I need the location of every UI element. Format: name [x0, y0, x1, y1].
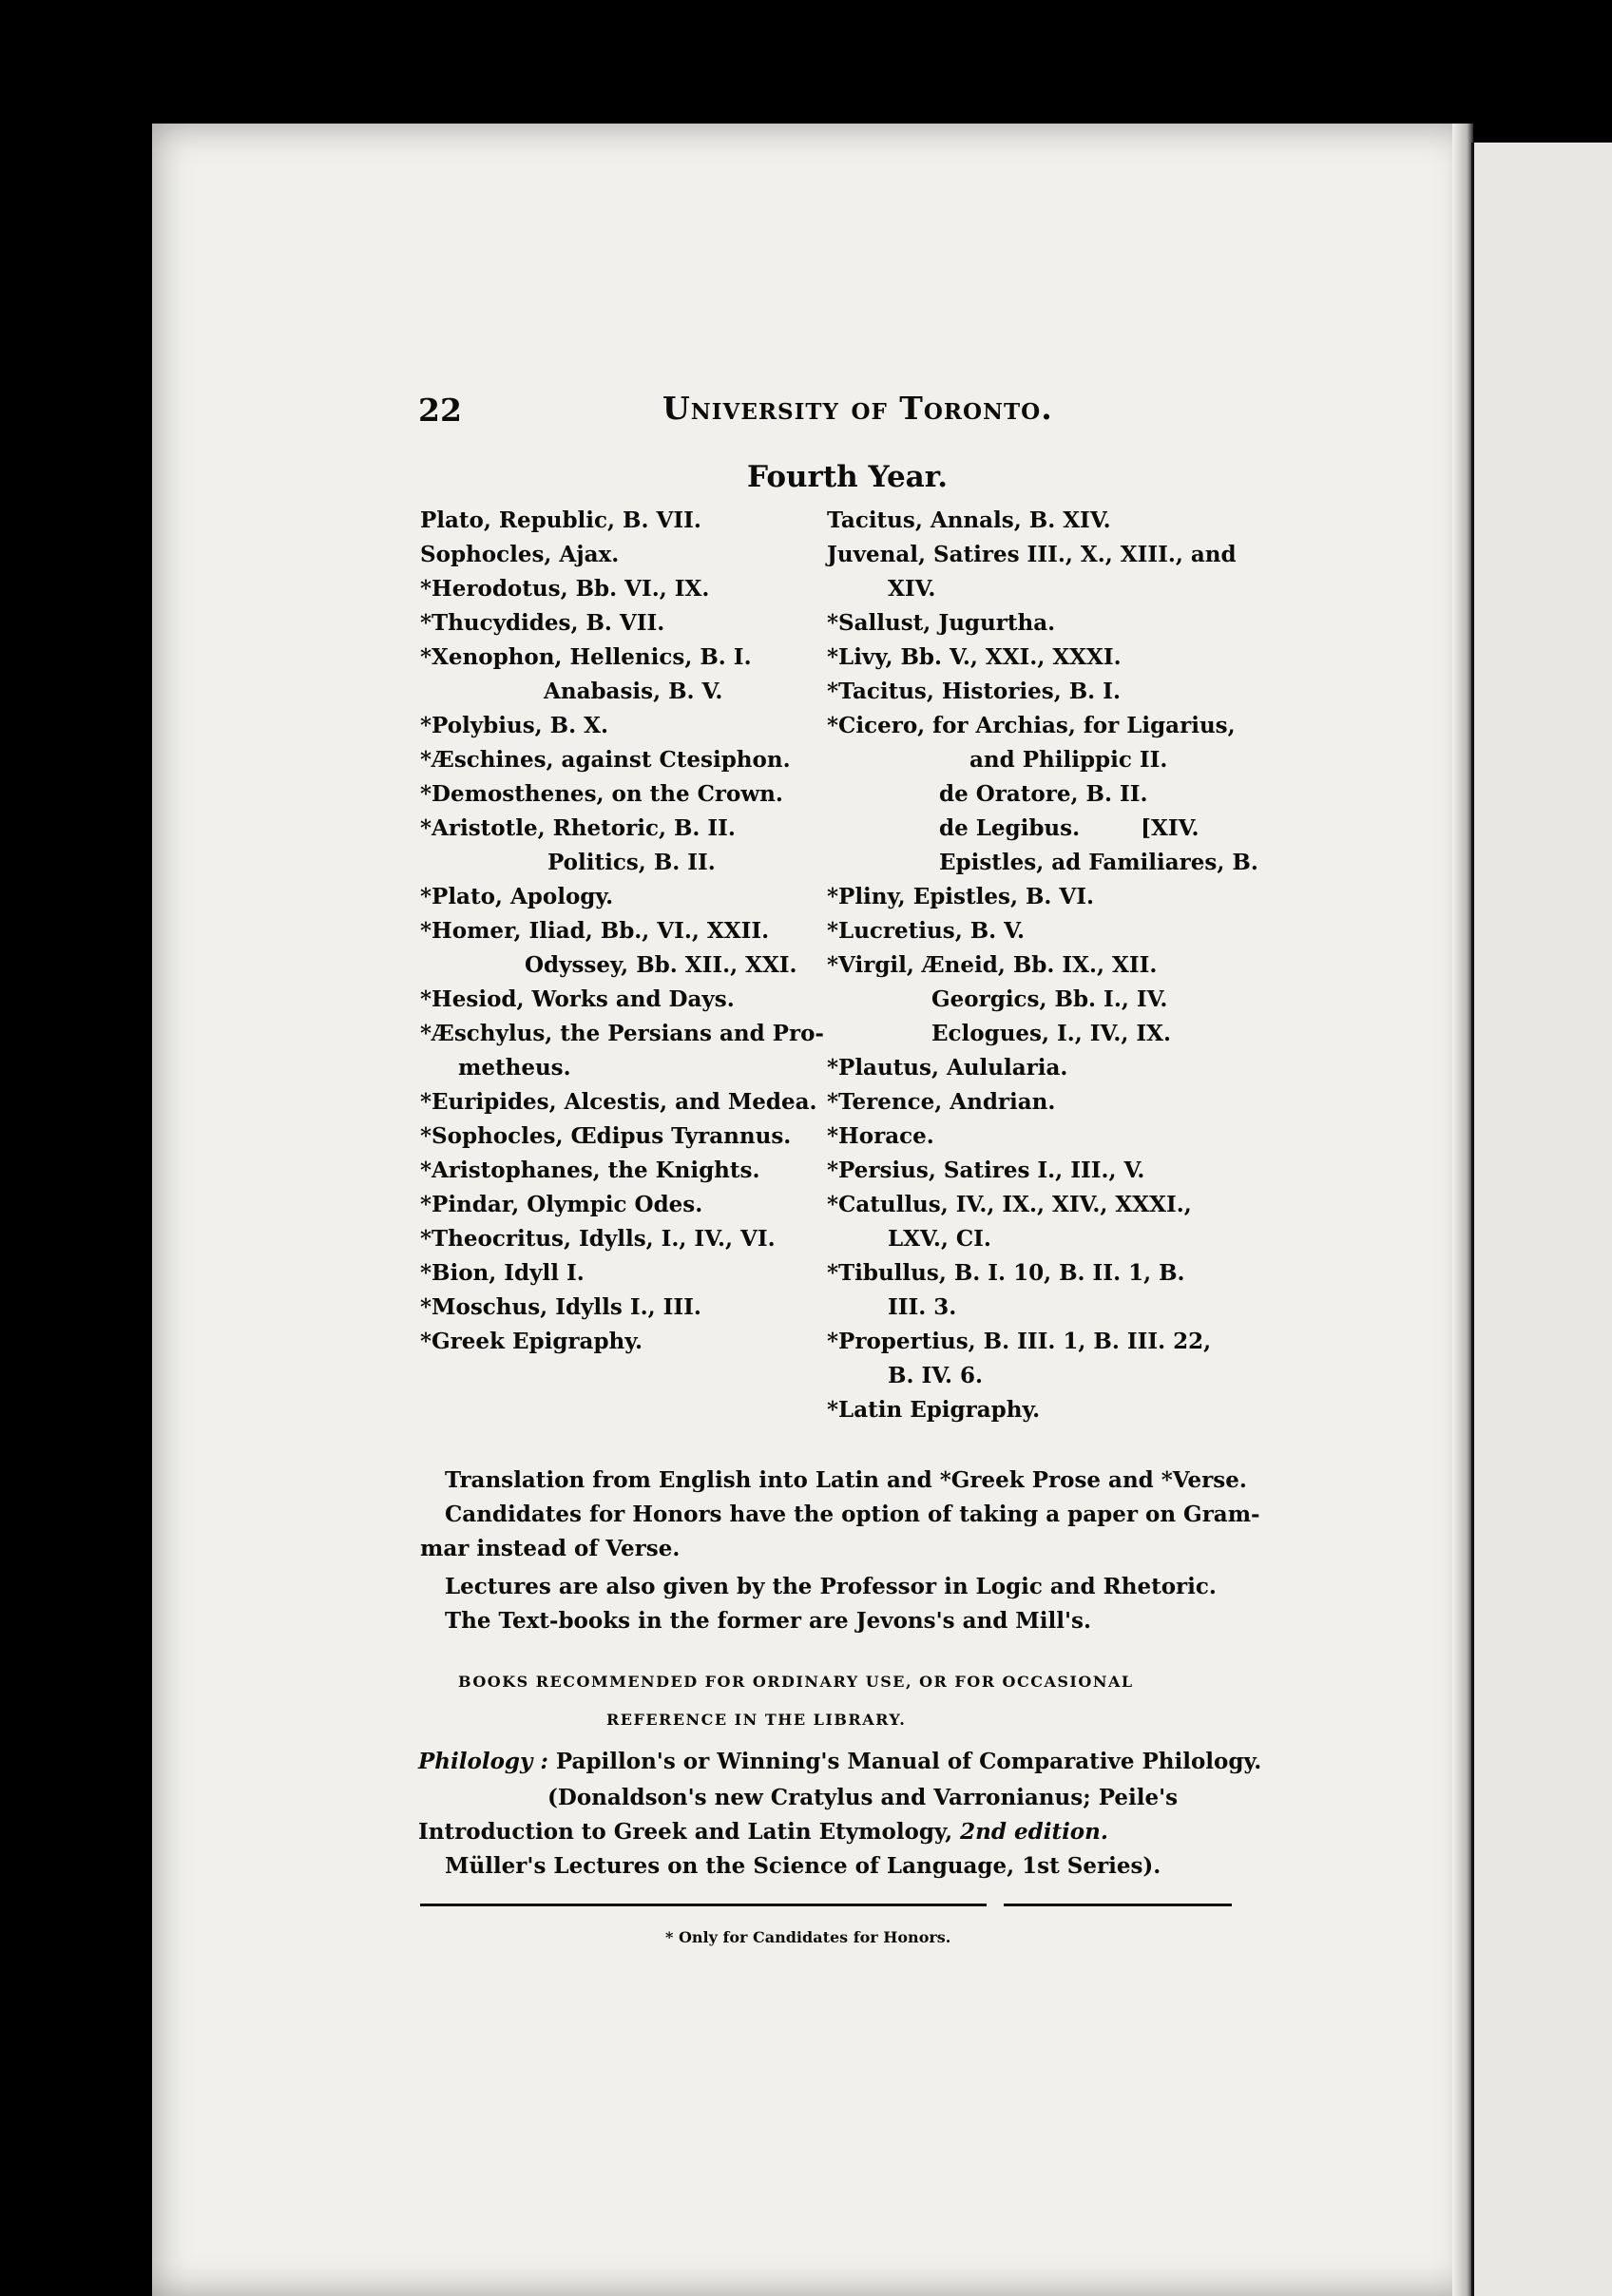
running-title: University of Toronto.	[662, 390, 1053, 427]
list-item: Anabasis, B. V.	[544, 679, 723, 704]
list-item: *Pindar, Olympic Odes.	[420, 1192, 703, 1217]
list-item: *Tibullus, B. I. 10, B. II. 1, B.	[827, 1260, 1185, 1286]
philology-edition: 2nd edition.	[960, 1819, 1108, 1845]
list-item: *Lucretius, B. V.	[827, 918, 1026, 944]
list-item: *Terence, Andrian.	[827, 1089, 1056, 1115]
list-item: de Oratore, B. II.	[939, 781, 1148, 807]
candidates-paragraph-line2: mar instead of Verse.	[420, 1536, 681, 1561]
translation-paragraph: Translation from English into Latin and *Greek Prose and *Verse.	[445, 1467, 1247, 1493]
textbooks-paragraph: The Text-books in the former are Jevons's and Mill's.	[445, 1608, 1091, 1634]
list-item: Eclogues, I., IV., IX.	[931, 1021, 1172, 1046]
page-sheet	[152, 124, 1473, 2296]
list-item: *Æschines, against Ctesiphon.	[420, 747, 791, 773]
list-item: Juvenal, Satires III., X., XIII., and	[827, 542, 1237, 567]
books-heading-line1: BOOKS RECOMMENDED FOR ORDINARY USE, OR FOR OCCASIONAL	[458, 1673, 1134, 1691]
list-item: *Homer, Iliad, Bb., VI., XXII.	[420, 918, 770, 944]
list-item: Epistles, ad Familiares, B.	[939, 850, 1258, 875]
list-item: *Aristotle, Rhetoric, B. II.	[420, 815, 736, 841]
list-item: *Herodotus, Bb. VI., IX.	[420, 576, 710, 602]
list-item: *Horace.	[827, 1123, 934, 1149]
list-item: *Aristophanes, the Knights.	[420, 1158, 760, 1183]
list-item: Georgics, Bb. I., IV.	[931, 986, 1168, 1012]
list-item: *Sophocles, Œdipus Tyrannus.	[420, 1123, 792, 1149]
lectures-paragraph: Lectures are also given by the Professor in Logic and Rhetoric.	[445, 1574, 1217, 1599]
list-item: Plato, Republic, B. VII.	[420, 507, 701, 533]
list-item: *Hesiod, Works and Days.	[420, 986, 735, 1012]
candidates-paragraph-line1: Candidates for Honors have the option of taking a paper on Gram-	[445, 1502, 1260, 1527]
list-item: *Cicero, for Archias, for Ligarius,	[827, 713, 1236, 738]
list-item: XIV.	[888, 576, 936, 602]
list-item: *Euripides, Alcestis, and Medea.	[420, 1089, 817, 1115]
list-item: *Greek Epigraphy.	[420, 1329, 643, 1354]
list-item: LXV., CI.	[888, 1226, 991, 1252]
list-item: *Xenophon, Hellenics, B. I.	[420, 644, 752, 670]
list-item: Politics, B. II.	[547, 850, 716, 875]
books-heading-line2: REFERENCE IN THE LIBRARY.	[606, 1711, 907, 1729]
philology-line2: (Donaldson's new Cratylus and Varronianus; Peile's	[547, 1785, 1179, 1810]
list-item: *Theocritus, Idylls, I., IV., VI.	[420, 1226, 776, 1252]
footnote-rule-left	[420, 1904, 987, 1906]
list-item: *Virgil, Æneid, Bb. IX., XII.	[827, 952, 1158, 978]
philology-line3	[418, 1815, 1236, 1849]
philology-line3-text: Introduction to Greek and Latin Etymology,	[418, 1819, 961, 1845]
page-number: 22	[418, 392, 462, 429]
list-item: *Latin Epigraphy.	[827, 1397, 1041, 1423]
philology-text: Papillon's or Winning's Manual of Comparative Philology.	[555, 1749, 1262, 1774]
list-item: *Bion, Idyll I.	[420, 1260, 585, 1286]
list-item: *Catullus, IV., IX., XIV., XXXI.,	[827, 1192, 1192, 1217]
list-item: *Plato, Apology.	[420, 884, 614, 909]
list-item: *Sallust, Jugurtha.	[827, 610, 1056, 636]
list-item: Sophocles, Ajax.	[420, 542, 620, 567]
list-item: and Philippic II.	[969, 747, 1168, 773]
footnote-rule-right	[1004, 1904, 1232, 1906]
list-item: de Legibus. [XIV.	[939, 815, 1199, 841]
section-title: Fourth Year.	[747, 460, 949, 494]
list-item: *Plautus, Aulularia.	[827, 1055, 1068, 1081]
list-item: III. 3.	[888, 1294, 957, 1320]
list-item: *Livy, Bb. V., XXI., XXXI.	[827, 644, 1122, 670]
philology-label: Philology :	[418, 1749, 548, 1774]
list-item: Tacitus, Annals, B. XIV.	[827, 507, 1111, 533]
list-item: *Æschylus, the Persians and Pro-	[420, 1021, 824, 1046]
list-item: *Tacitus, Histories, B. I.	[827, 679, 1121, 704]
list-item: *Propertius, B. III. 1, B. III. 22,	[827, 1329, 1212, 1354]
list-item: *Thucydides, B. VII.	[420, 610, 665, 636]
list-item: *Demosthenes, on the Crown.	[420, 781, 783, 807]
page-fold-shadow	[1452, 124, 1473, 2296]
list-item: *Pliny, Epistles, B. VI.	[827, 884, 1095, 909]
list-item: Odyssey, Bb. XII., XXI.	[525, 952, 797, 978]
philology-line4: Müller's Lectures on the Science of Language, 1st Series).	[445, 1853, 1161, 1879]
philology-line1	[418, 1745, 1262, 1779]
facing-page-edge	[1471, 143, 1612, 2296]
list-item: *Polybius, B. X.	[420, 713, 608, 738]
list-item: *Persius, Satires I., III., V.	[827, 1158, 1145, 1183]
footnote: * Only for Candidates for Honors.	[665, 1928, 951, 1946]
list-item: B. IV. 6.	[888, 1363, 984, 1388]
list-item: metheus.	[458, 1055, 571, 1081]
list-item: *Moschus, Idylls I., III.	[420, 1294, 701, 1320]
